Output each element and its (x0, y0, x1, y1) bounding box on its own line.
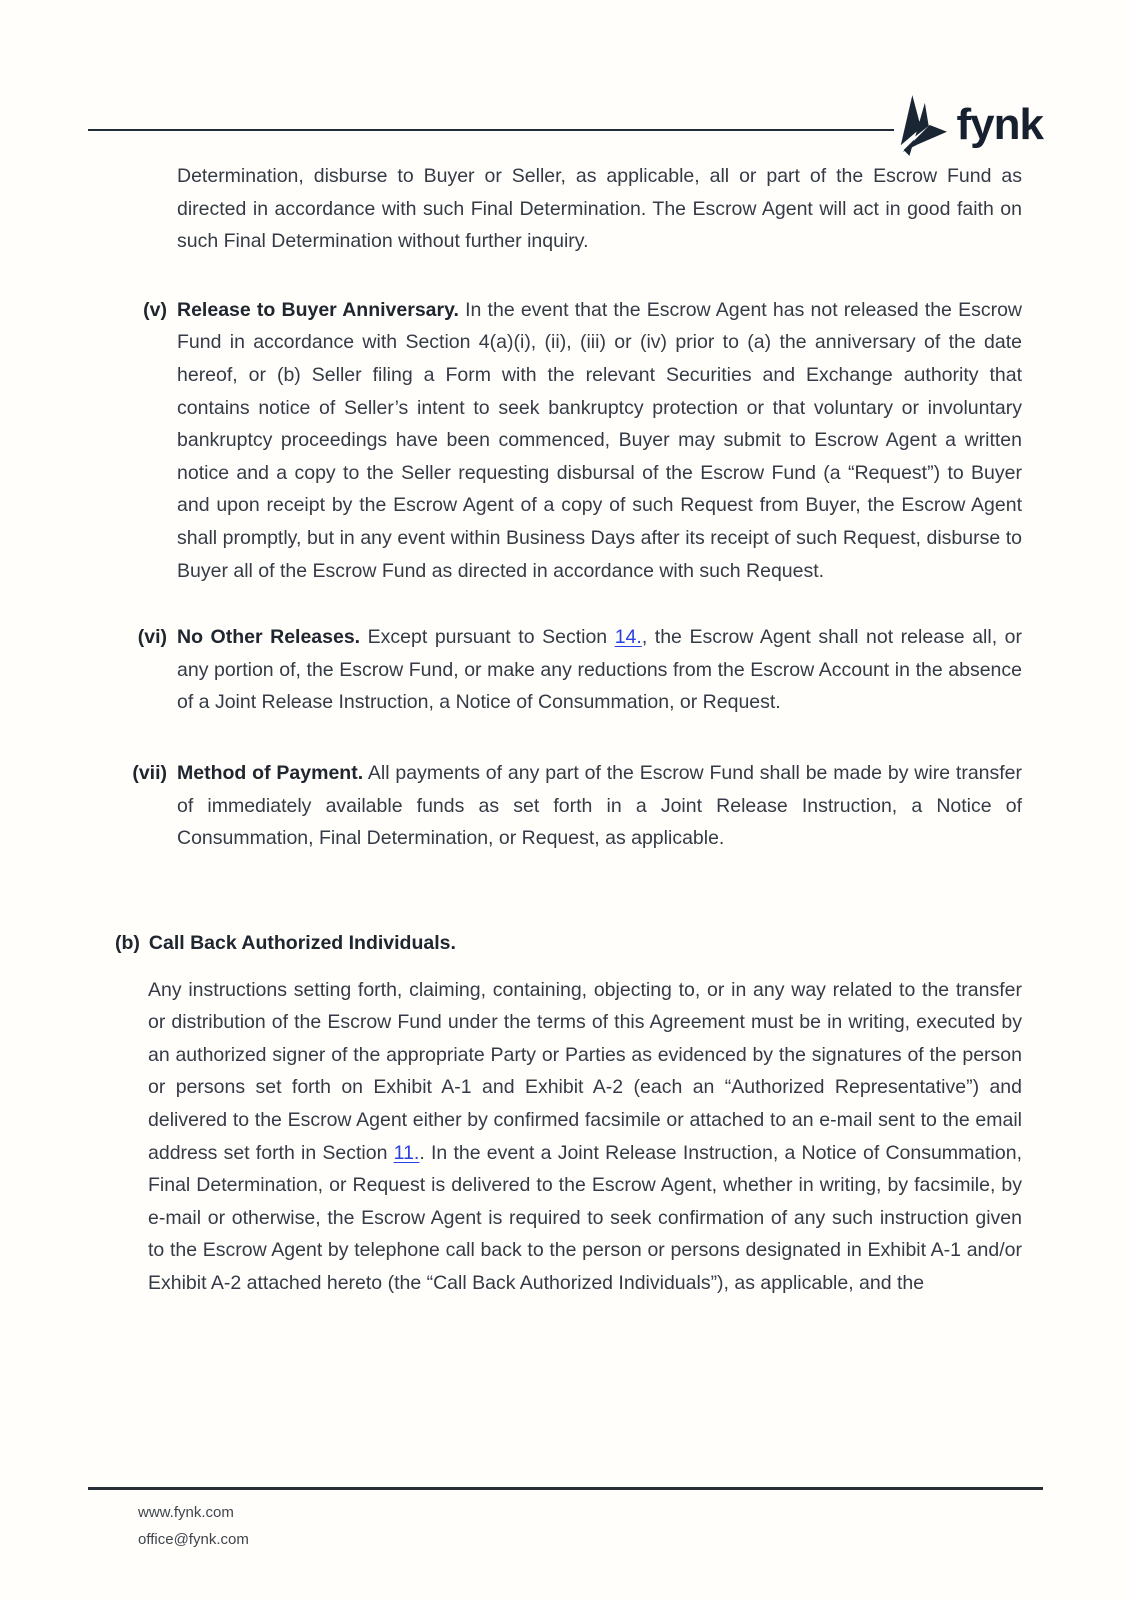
fynk-logo-text: fynk (956, 100, 1043, 149)
clause-title: Release to Buyer Anniversary. (177, 298, 459, 321)
footer-divider (88, 1487, 1043, 1490)
document-body (88, 160, 1022, 1300)
clause-title: Method of Payment. (177, 761, 364, 784)
email-link[interactable]: office@fynk.com (138, 1530, 249, 1548)
section-14-link[interactable]: 14. (614, 626, 642, 649)
section-b-body-post: . In the event a Joint Release Instruction, a Notice of Consummation, Final Determination, or Request is delivered to the Escrow Agent, whether in writing, by facsimile, by e-mail or otherwise, the Escrow Agent is required to seek confirmation of any such instruction given to the Escrow Agent by telephone call back to the person or persons designated in Exhibit A-1 and/or Exhibit A-2 attached hereto (the “Call Back Authorized Individuals”), as applicable, and the (148, 1141, 1023, 1295)
header-divider (88, 129, 894, 131)
section-b-heading (115, 927, 1022, 960)
clause-method-of-payment (132, 757, 1023, 855)
section-11-link[interactable]: 11. (393, 1141, 420, 1164)
clause-body: All payments of any part of the Escrow Fund shall be made by wire transfer of immediately available funds as set forth in a Joint Release Instruction, a Notice of Consummation, Final Determination, or Request, as applicable. (177, 761, 1023, 850)
clause-release-to-buyer-anniversary (143, 294, 1022, 587)
clause-body: In the event that the Escrow Agent has not released the Escrow Fund in accordance with Section 4(a)(i), (ii), (iii) or (iv) prior to (a) the anniversary of the date hereof, or (b) Seller filing a Form with the relevant Securities and Exchange authority that contains notice of Seller’s intent to seek bankruptcy protection or that voluntary or involuntary bankruptcy proceedings have been commenced, Buyer may submit to Escrow Agent a written notice and a copy to the Seller requesting disbursal of the Escrow Fund (a “Request”) to Buyer and upon receipt by the Escrow Agent of a copy of such Request from Buyer, the Escrow Agent shall promptly, but in any event within Business Days after its receipt of such Request, disburse to Buyer all of the Escrow Fund as directed in accordance with such Request. (177, 298, 1022, 582)
clause-paragraph (177, 294, 1022, 587)
section-b-paragraph (148, 974, 1022, 1300)
clause-label: (vii) (132, 761, 167, 784)
clause-label: (v) (143, 298, 167, 321)
section-b-body-pre: Any instructions setting forth, claiming, containing, objecting to, or in any way related to the transfer or distribution of the Escrow Fund under the terms of this Agreement must be in writing, executed by an authorized signer of the appropriate Party or Parties as evidenced by the signatures of the person or persons set forth on Exhibit A-1 and Exhibit A-2 (each an “Authorized Representative”) and delivered to the Escrow Agent either by confirmed facsimile or attached to an e-mail sent to the email address set forth in Section (148, 978, 1022, 1164)
clause-no-other-releases (137, 621, 1023, 719)
section-b-title: Call Back Authorized Individuals. (148, 931, 456, 954)
intro-paragraph: Determination, disburse to Buyer or Seller, as applicable, all or part of the Escrow Fund as directed in accordance with such Final Determination. The Escrow Agent will act in good faith on such Final Determination without further inquiry. (177, 165, 1022, 253)
clause-body-post: , the Escrow Agent shall not release all, or any portion of, the Escrow Fund, or make any reductions from the Escrow Account in the absence of a Joint Release Instruction, a Notice of Consummation, or Request. (177, 626, 1023, 714)
clause-body-pre: Except pursuant to Section (367, 626, 615, 649)
clause-label: (vi) (137, 626, 167, 649)
fynk-bird-icon (895, 94, 947, 156)
fynk-logo (895, 94, 1043, 156)
clause-paragraph (177, 757, 1022, 855)
website-link[interactable]: www.fynk.com (138, 1504, 234, 1521)
clause-title: No Other Releases. (177, 626, 361, 649)
section-b-label: (b) (115, 931, 140, 954)
footer (138, 1500, 249, 1553)
clause-paragraph (177, 621, 1022, 719)
